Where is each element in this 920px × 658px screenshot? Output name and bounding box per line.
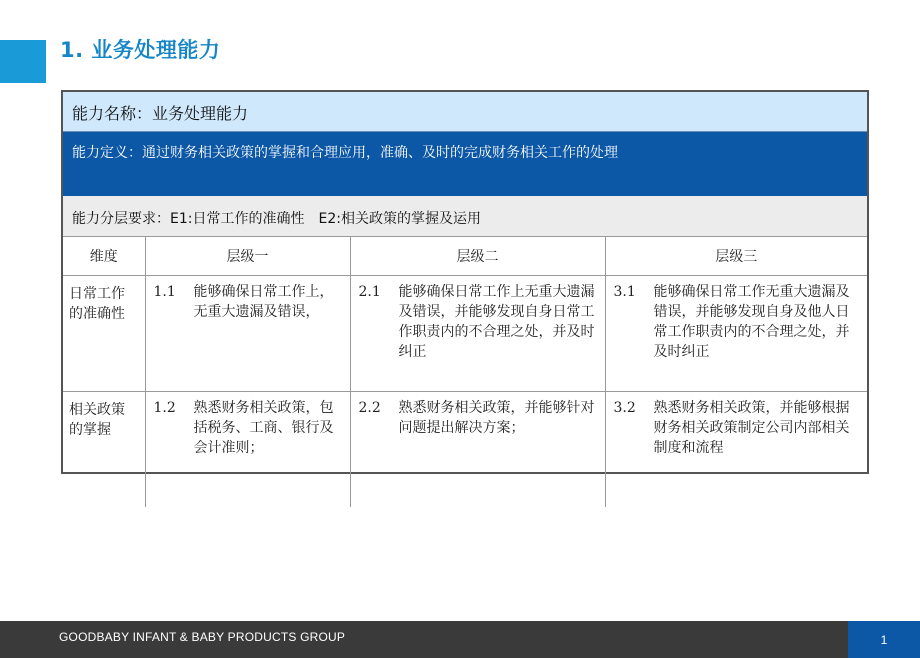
table-row [63, 276, 867, 392]
competency-requirement-row [63, 196, 867, 237]
header-level-2: 层级二 [350, 237, 605, 276]
cell-text: 能够确保日常工作无重大遗漏及错误，并能够发现自身及他人日常工作职责内的不合理之处，并及时纠正 [653, 284, 850, 360]
cell-text: 熟悉财务相关政策，并能够根据财务相关政策制定公司内部相关制度和流程 [653, 400, 850, 456]
cell-text: 能够确保日常工作上，无重大遗漏及错误， [193, 284, 334, 320]
header-dimension: 维度 [63, 237, 145, 276]
table-cell [605, 392, 867, 508]
competency-definition: 能力定义：通过财务相关政策的掌握和合理应用，准确、及时的完成财务相关工作的处理 [72, 145, 618, 161]
table-cell [145, 276, 350, 392]
competency-definition-row [63, 132, 867, 196]
page-number: 1 [848, 621, 920, 658]
table-header-row [63, 237, 867, 276]
slide-title: 1. 业务处理能力 [60, 38, 221, 62]
cell-text: 能够确保日常工作上无重大遗漏及错误，并能够发现自身日常工作职责内的不合理之处，并及时纠正 [398, 284, 595, 360]
competency-card [61, 90, 869, 474]
title-accent-block [0, 40, 46, 83]
cell-number: 2.2 [358, 400, 381, 416]
levels-table [63, 237, 867, 507]
competency-name-row [63, 92, 867, 132]
row-dimension: 日常工作的准确性 [63, 276, 145, 392]
table-cell [145, 392, 350, 508]
cell-number: 1.1 [153, 284, 176, 300]
header-level-1: 层级一 [145, 237, 350, 276]
cell-number: 3.1 [613, 284, 636, 300]
cell-number: 1.2 [153, 400, 176, 416]
footer-bar [0, 621, 920, 658]
competency-requirement: 能力分层要求：E1:日常工作的准确性 E2:相关政策的掌握及运用 [72, 211, 481, 227]
cell-number: 2.1 [358, 284, 381, 300]
footer-company: GOODBABY INFANT & BABY PRODUCTS GROUP [59, 630, 346, 644]
table-cell [605, 276, 867, 392]
header-level-3: 层级三 [605, 237, 867, 276]
cell-text: 熟悉财务相关政策，并能够针对问题提出解决方案； [398, 400, 595, 436]
competency-name: 能力名称：业务处理能力 [72, 104, 249, 123]
table-cell [350, 392, 605, 508]
table-cell [350, 276, 605, 392]
row-dimension: 相关政策的掌握 [63, 392, 145, 508]
cell-text: 熟悉财务相关政策，包括税务、工商、银行及会计准则； [193, 400, 334, 456]
table-row [63, 392, 867, 508]
cell-number: 3.2 [613, 400, 636, 416]
